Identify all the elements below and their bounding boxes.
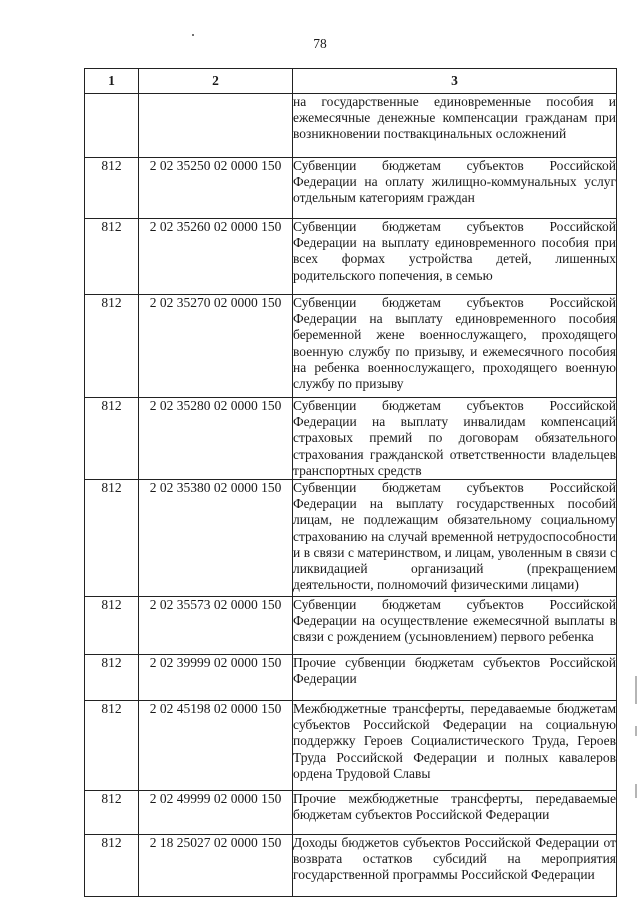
chapter-code-cell: 812 <box>85 295 139 398</box>
revenue-code-cell <box>139 94 293 158</box>
revenue-code-cell: 2 18 25027 02 0000 150 <box>139 835 293 897</box>
table-row <box>85 295 617 398</box>
chapter-code-cell: 812 <box>85 398 139 480</box>
header-col-1: 1 <box>85 69 139 94</box>
revenue-code-cell: 2 02 39999 02 0000 150 <box>139 655 293 701</box>
table-row <box>85 94 617 158</box>
revenue-name-cell: Субвенции бюджетам субъектов Российской Федерации на выплату единовременного пособия беременной жене военнослужащего, проходящего военную службу по призыву, и ежемесячного пособия на ребенка военнослужащего, проходящего военную службу по призыву <box>293 295 617 398</box>
chapter-code-cell: 812 <box>85 219 139 295</box>
revenue-name-cell: Прочие субвенции бюджетам субъектов Российской Федерации <box>293 655 617 701</box>
scan-edge-mark <box>635 784 637 798</box>
revenue-code-cell: 2 02 45198 02 0000 150 <box>139 701 293 791</box>
revenue-name-cell: Субвенции бюджетам субъектов Российской Федерации на выплату единовременного пособия при всех формах устройства детей, лишенных родительского попечения, в семью <box>293 219 617 295</box>
table-row <box>85 597 617 655</box>
budget-revenue-table <box>84 68 617 897</box>
revenue-code-cell: 2 02 35280 02 0000 150 <box>139 398 293 480</box>
revenue-name-cell: Субвенции бюджетам субъектов Российской Федерации на выплату государственных пособий лицам, не подлежащим обязательному социальному страхованию на случай временной нетрудоспособности и в связи с материнством, и лицам, уволенным в связи с ликвидацией организаций (прекращением деятельности, полномочий физическими лицами) <box>293 480 617 597</box>
chapter-code-cell: 812 <box>85 655 139 701</box>
scan-edge-mark <box>635 726 637 736</box>
chapter-code-cell: 812 <box>85 791 139 835</box>
table-row <box>85 655 617 701</box>
chapter-code-cell: 812 <box>85 597 139 655</box>
revenue-code-cell: 2 02 35270 02 0000 150 <box>139 295 293 398</box>
revenue-code-cell: 2 02 35250 02 0000 150 <box>139 158 293 219</box>
scan-edge-mark <box>635 676 637 704</box>
chapter-code-cell: 812 <box>85 701 139 791</box>
revenue-code-cell: 2 02 35260 02 0000 150 <box>139 219 293 295</box>
table-row <box>85 219 617 295</box>
revenue-name-cell: Доходы бюджетов субъектов Российской Федерации от возврата остатков субсидий на мероприятия государственной программы Российской Федерации <box>293 835 617 897</box>
table-row <box>85 158 617 219</box>
table-row <box>85 791 617 835</box>
header-col-3: 3 <box>293 69 617 94</box>
table-header-row <box>85 69 617 94</box>
chapter-code-cell: 812 <box>85 158 139 219</box>
revenue-code-cell: 2 02 35380 02 0000 150 <box>139 480 293 597</box>
table-row <box>85 701 617 791</box>
chapter-code-cell <box>85 94 139 158</box>
chapter-code-cell: 812 <box>85 480 139 597</box>
revenue-name-cell: Субвенции бюджетам субъектов Российской Федерации на оплату жилищно-коммунальных услуг отдельным категориям граждан <box>293 158 617 219</box>
table-row <box>85 835 617 897</box>
revenue-code-cell: 2 02 35573 02 0000 150 <box>139 597 293 655</box>
revenue-name-cell: Прочие межбюджетные трансферты, передаваемые бюджетам субъектов Российской Федерации <box>293 791 617 835</box>
revenue-name-cell: на государственные единовременные пособия и ежемесячные денежные компенсации гражданам при возникновении поствакцинальных осложнений <box>293 94 617 158</box>
page-number: 78 <box>313 36 327 51</box>
chapter-code-cell: 812 <box>85 835 139 897</box>
table-row <box>85 398 617 480</box>
header-col-2: 2 <box>139 69 293 94</box>
revenue-code-cell: 2 02 49999 02 0000 150 <box>139 791 293 835</box>
revenue-name-cell: Межбюджетные трансферты, передаваемые бюджетам субъектов Российской Федерации на социальную поддержку Героев Социалистического Труда, Героев Труда Российской Федерации и полных кавалеров ордена Трудовой Славы <box>293 701 617 791</box>
revenue-name-cell: Субвенции бюджетам субъектов Российской Федерации на осуществление ежемесячной выплаты в связи с рождением (усыновлением) первого ребенка <box>293 597 617 655</box>
revenue-name-cell: Субвенции бюджетам субъектов Российской Федерации на выплату инвалидам компенсаций страховых премий по договорам обязательного страхования гражданской ответственности владельцев транспортных средств <box>293 398 616 478</box>
table-row <box>85 480 617 597</box>
